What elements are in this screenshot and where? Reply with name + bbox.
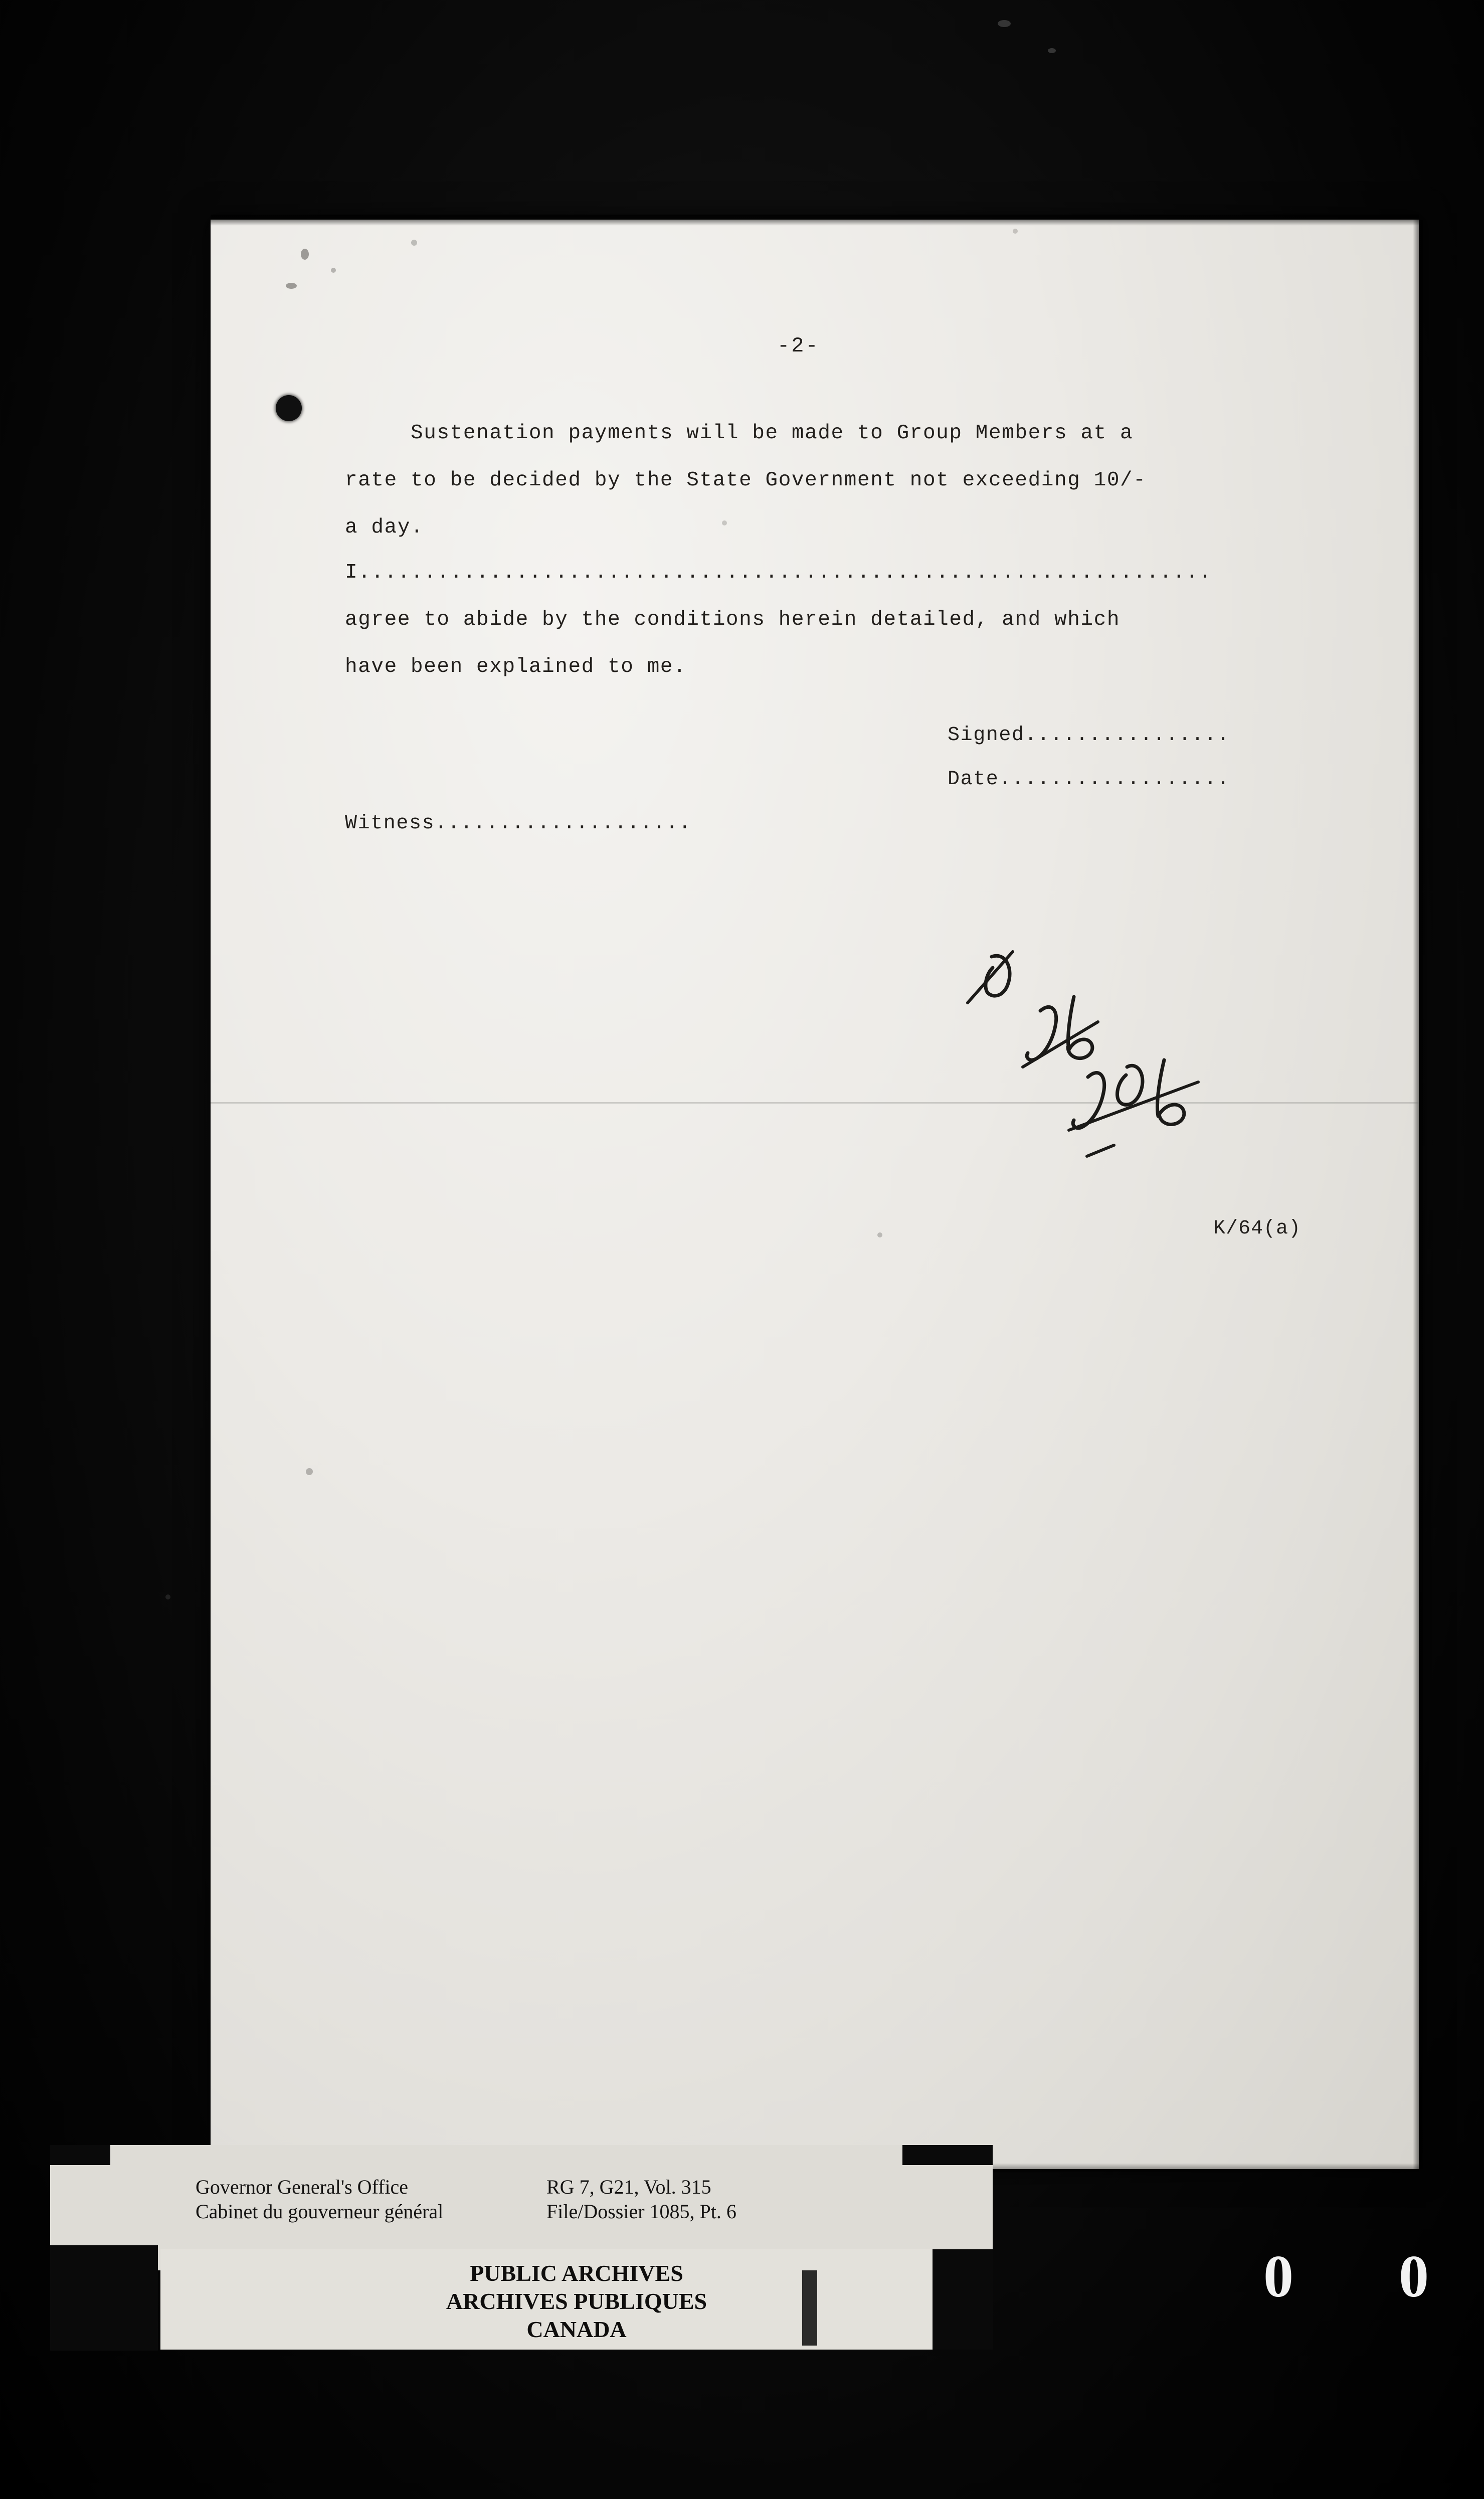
- body-line-5: agree to abide by the conditions herein detailed, and which: [345, 608, 1121, 631]
- heading-line-2: ARCHIVES PUBLIQUES: [446, 2288, 707, 2314]
- reference-code: K/64(a): [1213, 1217, 1302, 1240]
- date-field: Date..................: [948, 768, 1230, 791]
- heading-line-1: PUBLIC ARCHIVES: [470, 2260, 683, 2286]
- page-edge-top: [211, 215, 1419, 226]
- office-fr: Cabinet du gouverneur général: [196, 2200, 444, 2223]
- record-group: RG 7, G21, Vol. 315: [546, 2176, 711, 2198]
- table-row: [196, 2175, 958, 2200]
- archive-label-table: [196, 2175, 958, 2224]
- heading-line-3: CANADA: [526, 2316, 627, 2343]
- signed-field: Signed................: [948, 724, 1230, 747]
- table-row: [196, 2200, 958, 2224]
- body-line-4: I.................................................................: [345, 561, 1212, 584]
- page-edge-right: [1413, 220, 1423, 2169]
- film-frame-digits: 0 0: [1263, 2243, 1474, 2309]
- archive-label-heading: [196, 2259, 958, 2344]
- archive-label: [50, 2145, 1003, 2356]
- page-number: -2-: [777, 334, 820, 358]
- paper-surface: [211, 220, 1419, 2169]
- file-dossier: File/Dossier 1085, Pt. 6: [546, 2200, 736, 2223]
- witness-field: Witness....................: [345, 812, 692, 835]
- body-line-3: a day.: [345, 516, 424, 539]
- body-line-1: Sustenation payments will be made to Group Members at a: [345, 422, 1134, 445]
- page-fold-crease: [211, 1102, 1419, 1104]
- office-en: Governor General's Office: [196, 2176, 409, 2198]
- hole-punch-mark: [276, 395, 302, 421]
- body-line-2: rate to be decided by the State Government not exceeding 10/-: [345, 469, 1147, 492]
- body-line-6: have been explained to me.: [345, 655, 687, 678]
- document-page: [211, 220, 1419, 2169]
